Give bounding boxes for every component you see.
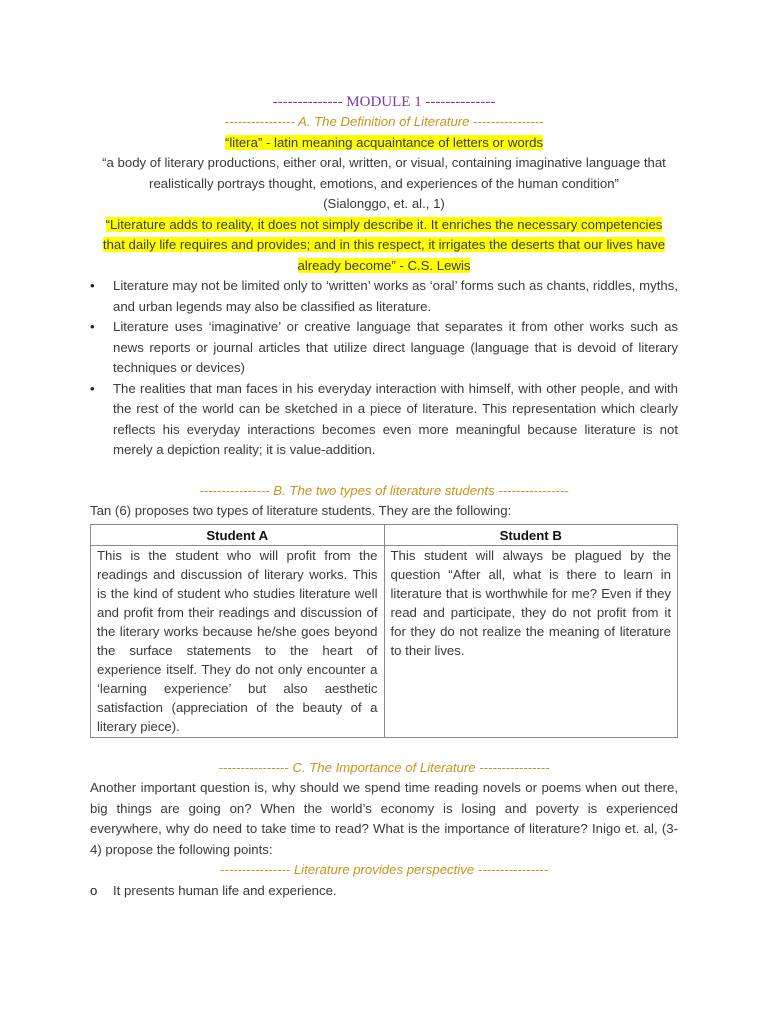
list-item-text: Literature may not be limited only to ‘written’ works as ‘oral’ forms such as chants, riddles, myths, and urban legends may also be classified as literature. <box>113 278 678 314</box>
section-a-heading: ---------------- A. The Definition of Literature ---------------- <box>224 114 544 129</box>
list-item-text: Literature uses ‘imaginative’ or creative language that separates it from other works such as news reports or journal articles that utilize direct language (language that is devoid of literary techniques or devices) <box>113 319 678 375</box>
list-item <box>90 379 678 461</box>
perspective-subheading: ---------------- Literature provides perspective ---------------- <box>219 862 549 877</box>
definition-citation: (Sialonggo, et. al., 1) <box>323 196 445 211</box>
students-table <box>90 524 678 738</box>
circle-bullet-icon: o <box>90 882 98 898</box>
literature-definition-quote: “a body of literary productions, either oral, written, or visual, containing imaginative language that realistically portrays thought, emotions, and experiences of the human condition” <box>102 155 666 191</box>
list-item-text: It presents human life and experience. <box>113 882 337 898</box>
lewis-quote <box>90 215 678 277</box>
definition-bullet-list <box>90 276 678 461</box>
student-a-description: This is the student who will profit from the readings and discussion of literary works. This is the kind of student who studies literature well and profit from their readings and discussion of the literary works because he/she goes beyond the surface statements to the heart of experience itself. They do not only encounter a ‘learning experience’ but also aesthetic satisfaction (appreciation of the beauty of a literary piece). <box>91 545 385 737</box>
list-item-text: The realities that man faces in his everyday interaction with himself, with other people, and with the rest of the world can be sketched in a piece of literature. This representation which clearly reflects his everyday interactions becomes even more meaningful because literature is not merely a depiction reality; it is value-addition. <box>113 380 678 457</box>
perspective-point-list <box>90 881 678 902</box>
bullet-icon: • <box>90 319 95 334</box>
list-item <box>90 881 678 902</box>
litera-definition <box>90 133 678 154</box>
list-item <box>90 317 678 379</box>
document-page <box>90 92 678 901</box>
section-c-paragraph: Another important question is, why should we spend time reading novels or poems when out there, big things are going on? When the world’s economy is losing and poverty is experienced everywhere, why do need to take time to read? What is the importance of literature? Inigo et. al, (3-4) propose the following points: <box>90 780 678 857</box>
student-b-header: Student B <box>384 524 678 545</box>
list-item <box>90 276 678 317</box>
table-header-row <box>91 524 678 545</box>
litera-definition-text: “litera” - latin meaning acquaintance of letters or words <box>224 134 544 150</box>
bullet-icon: • <box>90 278 95 293</box>
section-b-heading: ---------------- B. The two types of literature students ---------------- <box>199 482 569 498</box>
table-row <box>91 545 678 737</box>
lewis-quote-text: “Literature adds to reality, it does not simply describe it. It enriches the necessary competencies that daily life requires and provides; and in this respect, it irrigates the deserts that our lives have already become” - C.S. Lewis <box>102 216 666 273</box>
section-b-intro: Tan (6) proposes two types of literature students. They are the following: <box>90 503 512 518</box>
student-b-description: This student will always be plagued by the question “After all, what is there to learn in literature that is worthwhile for me? Even if they read and participate, they do not profit from it for they do not realize the meaning of literature to their lives. <box>384 545 678 737</box>
bullet-icon: • <box>90 380 95 396</box>
section-c-heading: ---------------- C. The Importance of Literature ---------------- <box>218 759 550 775</box>
module-title: -------------- MODULE 1 -------------- <box>272 94 496 110</box>
student-a-header: Student A <box>91 524 385 545</box>
